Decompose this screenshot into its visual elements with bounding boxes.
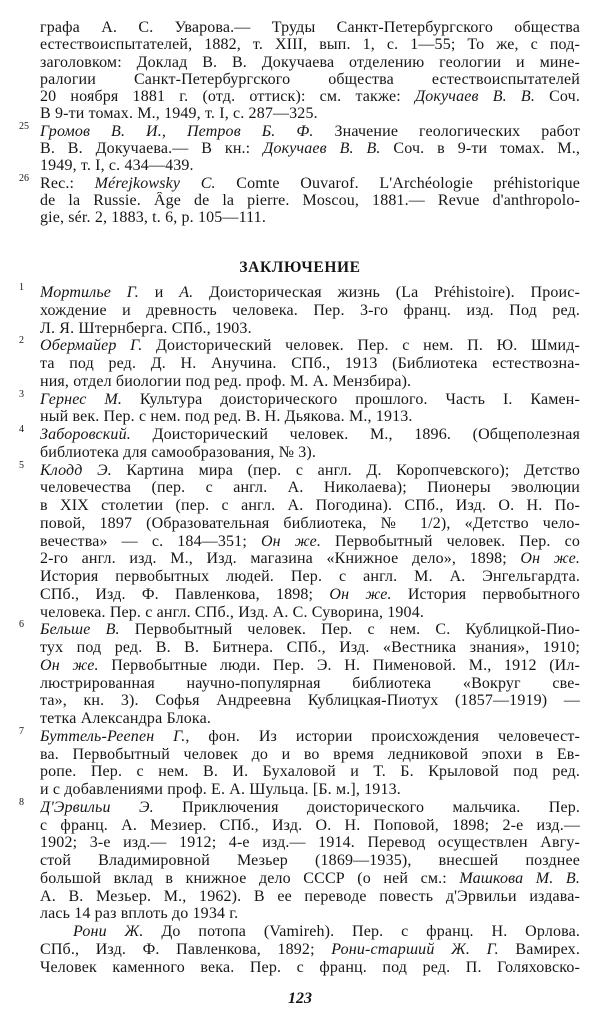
paragraph <box>40 19 580 123</box>
footnote-number: 3 <box>19 388 24 400</box>
text-line <box>40 192 580 209</box>
text: с франц. А. Мезиер. СПб., Изд. О. Н. Поповой, 1898; 2-е изд.— <box>40 816 580 834</box>
text-line <box>40 710 580 728</box>
text-line <box>40 586 580 604</box>
text: Доисторический человек. Пер. с нем. П. Ю. Шмид- <box>142 337 580 355</box>
italic-text: Заборовский. <box>40 426 131 443</box>
footnote-entry <box>19 725 580 799</box>
text: заголовком: Доклад В. В. Докучаева отделению геологии и мине- <box>40 53 580 71</box>
text: СПб., Изд. Ф. Павленкова, 1898; <box>40 585 330 603</box>
text-line <box>40 337 580 355</box>
footnote-entry <box>19 424 580 462</box>
text-line <box>40 19 580 36</box>
italic-text: Докучаев В. В. <box>414 88 535 106</box>
italic-text: Громов В. И., Петров Б. Ф. <box>40 122 314 140</box>
text: 20 ноября 1881 г. (отд. оттиск): см. также: <box>40 88 415 106</box>
text: 1949, т. I, с. 434—439. <box>40 157 194 175</box>
text: ва. Первобытный человек до и во время ледниковой эпохи в Ев- <box>40 745 580 763</box>
footnote-number: 6 <box>19 619 24 631</box>
italic-text: Докучаев В. В. <box>263 140 381 158</box>
text-line <box>40 799 580 817</box>
footnotes-top <box>19 19 580 227</box>
text-line <box>40 639 580 657</box>
text-line <box>40 834 580 852</box>
text: и с добавлениями проф. Е. А. Шульца. [Б. м.], 1913. <box>40 781 401 798</box>
text-line <box>40 175 580 192</box>
text-line <box>40 88 580 105</box>
text: История первобытного <box>391 585 580 603</box>
text-line <box>40 746 580 764</box>
text: 1902; 3-е изд.— 1912; 4-е изд.— 1914. Перевод осуществлен Авгу- <box>40 834 580 852</box>
text-line <box>40 959 580 977</box>
text-line <box>40 675 580 693</box>
text: До потопа (Vamireh). Пер. с франц. Н. Орлова. <box>143 923 580 940</box>
italic-text: Он же. <box>329 585 392 603</box>
italic-text: Рони-старший Ж. Г. <box>331 940 499 958</box>
text-line <box>40 462 580 480</box>
section-heading: ЗАКЛЮЧЕНИЕ <box>239 259 361 276</box>
page-number: 123 <box>288 990 312 1007</box>
text: большой вклад в книжное дело СССР (о ней см.: <box>40 869 460 887</box>
italic-text: Машкова М. В. <box>459 869 580 887</box>
footnote-number: 25 <box>19 120 29 132</box>
italic-text: Клодд Э. <box>40 461 112 479</box>
text: и <box>138 284 180 301</box>
footnote-entry <box>19 796 580 923</box>
text: В 9-ти томах. М., 1949, т. I, с. 287—325. <box>40 105 318 123</box>
text: Comte Ouvarof. L'Archéologie préhistorique <box>215 174 580 192</box>
italic-text: Рони Ж. <box>73 923 144 940</box>
text-line <box>40 71 580 88</box>
text-line <box>40 479 580 497</box>
text: стой Владимировной Мезьер (1869—1935), внесшей позднее <box>40 852 580 869</box>
text: gie, sér. 2, 1883, t. 6, p. 105—111. <box>40 209 266 227</box>
text: ния, отдел биологии под ред. проф. М. А. Мензбира). <box>40 372 412 390</box>
text: повой, 1897 (Образовательная библиотека, № 1/2), «Детство чело- <box>40 514 580 532</box>
italic-text: Мортилье Г. <box>40 284 139 301</box>
text-line <box>40 426 580 444</box>
text: вечества» — с. 184—351; <box>40 532 261 550</box>
italic-text: Бельше В. <box>40 621 120 639</box>
text: та», кн. 3). Софья Андреевна Кублицкая-Пиотух (1857—1919) — <box>40 692 580 710</box>
text-line <box>40 123 580 140</box>
text-line <box>40 373 580 391</box>
text-line <box>40 444 580 462</box>
text: человечества (пер. с англ. А. Николаева); Пионеры эволюции <box>40 479 580 497</box>
text-line <box>40 692 580 710</box>
text: Доисторический человек. М., 1896. (Общеполезная <box>130 426 580 443</box>
text: в XIX столетии (пер. с англ. А. Погодина). СПб., Изд. О. Н. По- <box>40 497 580 514</box>
text-line <box>40 497 580 515</box>
text: графа А. С. Уварова.— Труды Санкт-Петербургского общества <box>40 19 580 36</box>
text: ропе. Пер. с нем. В. И. Бухаловой и Т. Б. Крыловой под ред. <box>40 763 580 781</box>
text: de la Russie. Âge de la pierre. Moscou, 1881.— Revue d'anthropolo- <box>40 191 580 209</box>
text-line <box>40 941 580 959</box>
text: Соч. в 9-ти томах. М., <box>380 140 580 158</box>
text-line <box>40 284 580 302</box>
text-line <box>40 391 580 409</box>
footnote-entry <box>19 459 580 622</box>
italic-text: Он же. <box>520 550 580 568</box>
footnote-number: 4 <box>19 424 24 435</box>
text: , фон. Из истории происхождения человечест- <box>185 727 580 745</box>
text-line <box>40 621 580 639</box>
text: тетка Александра Блока. <box>40 710 211 727</box>
text: А. В. Мезьер. М., 1962). В ее переводе повесть д'Эрвильи издава- <box>40 887 580 905</box>
text-line <box>40 604 580 622</box>
italic-text: Он же. <box>260 532 322 550</box>
text-line <box>40 105 580 122</box>
italic-text: Обермайер Г. <box>40 337 143 355</box>
text: ный век. Пер. с нем. под ред. В. Н. Дьякова. М., 1913. <box>40 408 413 426</box>
text-line <box>40 852 580 870</box>
italic-text: А. <box>179 284 194 301</box>
text-line <box>40 550 580 568</box>
text-line <box>40 355 580 373</box>
text-line <box>40 54 580 71</box>
text-line <box>40 763 580 781</box>
text-line <box>40 36 580 53</box>
text-line <box>40 140 580 157</box>
text-line <box>40 923 580 941</box>
footnote-number: 26 <box>19 172 29 184</box>
text: Человек каменного века. Пер. с франц. под ред. П. Голяховско- <box>40 958 580 976</box>
text: Первобытный человек. Пер. со <box>321 532 580 550</box>
text: ралогии Санкт-Петербургского общества естествоиспытателей <box>40 70 580 88</box>
text-line <box>40 888 580 906</box>
footnote-entry <box>19 388 580 427</box>
italic-text: Д'Эрвильи Э. <box>40 798 154 816</box>
text: люстрированная научно-популярная библиотека «Вокруг све- <box>40 674 580 692</box>
text: хождение и древность человека. Пер. 3-го франц. изд. Под ред. <box>40 301 580 319</box>
italic-text: Mérejkowsky C. <box>94 174 216 192</box>
text: Первобытные люди. Пер. Э. Н. Пименовой. М., 1912 (Ил- <box>98 656 580 674</box>
text: Rec.: <box>40 174 95 192</box>
text-line <box>40 209 580 226</box>
footnote-entry <box>19 282 580 337</box>
text: та под ред. Д. Н. Анучина. СПб., 1913 (Библиотека естествозна- <box>40 355 580 372</box>
footnote-entry <box>19 172 580 227</box>
text-line <box>40 533 580 551</box>
footnote-number: 1 <box>19 282 24 293</box>
text-line <box>40 870 580 888</box>
footnote-number: 5 <box>19 459 24 471</box>
paragraph <box>40 923 580 976</box>
text: лась 14 раз вплоть до 1934 г. <box>40 905 239 923</box>
text: В. В. Докучаева.— В кн.: <box>40 140 264 158</box>
italic-text: Он же. <box>40 656 99 674</box>
footnote-entry <box>19 619 580 728</box>
text-line <box>40 515 580 533</box>
text-line <box>40 728 580 746</box>
text: Доисторическая жизнь (La Préhistoire). Проис- <box>193 284 580 301</box>
italic-text: Буттель-Реепен Г. <box>40 727 186 745</box>
text: Приключения доисторического мальчика. Пер. <box>153 798 580 816</box>
text: человека. Пер. с англ. СПб., Изд. А. С. Суворина, 1904. <box>40 603 424 621</box>
text: тух под ред. В. В. Битнера. СПб., Изд. «Вестника знания», 1910; <box>40 639 580 656</box>
text: Первобытный человек. Пер. с нем. С. Кублицкой-Пио- <box>119 621 580 639</box>
text: Соч. <box>534 88 580 106</box>
text: Культура доисторического прошлого. Часть I. Камен- <box>122 390 580 408</box>
text: СПб., Изд. Ф. Павленкова, 1892; <box>40 940 332 958</box>
text-line <box>40 302 580 320</box>
text: естествоиспытателей, 1882, т. XIII, вып. 1, с. 1—55; То же, с под- <box>40 36 580 54</box>
text: Картина мира (пер. с англ. Д. Коропчевского); Детство <box>111 461 580 479</box>
text: Л. Я. Штернберга. СПб., 1903. <box>40 319 252 337</box>
footnote-entry <box>19 120 580 175</box>
footnote-number: 7 <box>19 725 24 737</box>
text: История первобытных людей. Пер. с англ. М. А. Энгельгардта. <box>40 568 580 585</box>
text-line <box>40 657 580 675</box>
text-line <box>40 817 580 835</box>
text: Значение геологических работ <box>313 122 580 140</box>
text-line <box>40 781 580 799</box>
footnote-number: 8 <box>19 796 24 808</box>
italic-text: Гернес М. <box>40 390 123 408</box>
text-line <box>40 568 580 586</box>
footnote-entry <box>19 335 580 390</box>
footnotes-conclusion <box>19 282 580 976</box>
text: Вамирех. <box>498 940 580 958</box>
text-line <box>40 408 580 426</box>
text-line <box>40 320 580 338</box>
footnote-number: 2 <box>19 335 24 347</box>
text: 2-го англ. изд. М., Изд. магазина «Книжное дело», 1898; <box>40 550 521 568</box>
text-line <box>40 157 580 174</box>
text: библиотека для самообразования, № 3). <box>40 443 317 461</box>
text-line <box>40 905 580 923</box>
